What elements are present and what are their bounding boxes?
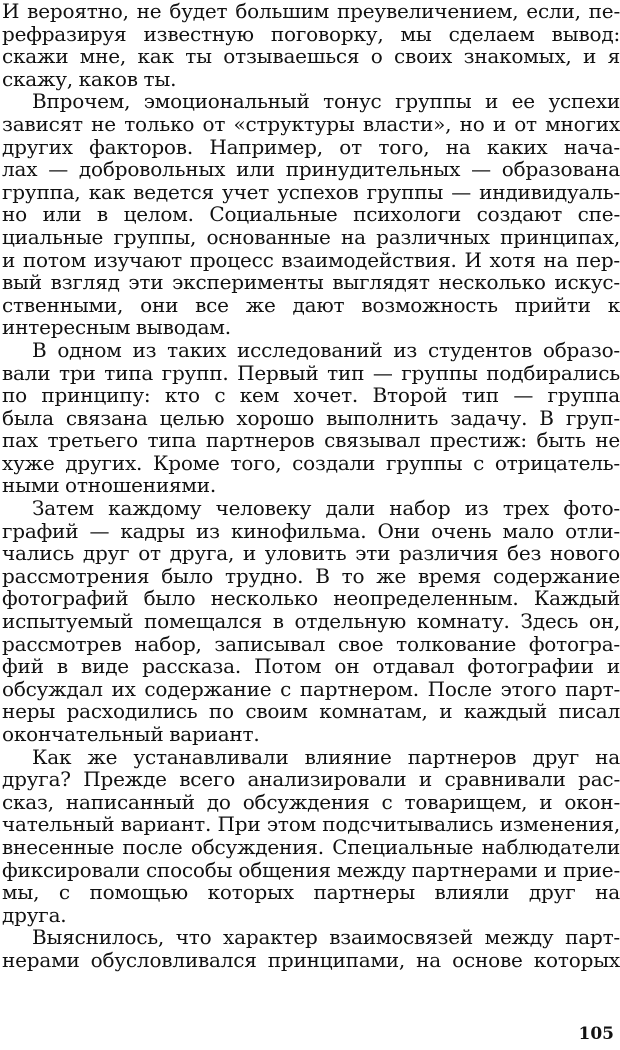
text-line: фотографий было несколько неопределенным. Каждый: [2, 586, 620, 611]
text-line: вали три типа групп. Первый тип — группы подбирались: [2, 360, 620, 385]
text-line: нерами обусловливался принципами, на основе которых: [2, 947, 620, 972]
text-line: Затем каждому человеку дали набор из трех фото-: [32, 496, 620, 521]
text-line: фиксировали способы общения между партнерами и прие-: [2, 857, 620, 882]
text-line: рефразируя известную поговорку, мы сделаем вывод:: [2, 21, 620, 46]
text-line: ственными, они все же дают возможность прийти к: [2, 292, 620, 317]
text-line: вый взгляд эти эксперименты выглядят несколько искус-: [2, 270, 620, 295]
text-line: хуже других. Кроме того, создали группы с отрицатель-: [2, 450, 620, 475]
text-line: обсуждал их содержание с партнером. После этого парт-: [2, 676, 620, 701]
text-line: ными отношениями.: [2, 473, 217, 498]
text-line: скажи мне, как ты отзываешься о своих знакомых, и я: [2, 44, 620, 69]
text-line: неры расходились по своим комнатам, и каждый писал: [2, 699, 620, 724]
text-line: циальные группы, основанные на различных принципах,: [2, 224, 620, 249]
text-line: Впрочем, эмоциональный тонус группы и ее успехи: [32, 89, 620, 114]
text-line: рассмотрев набор, записывал свое толкование фотогра-: [2, 631, 620, 656]
text-line: окончательный вариант.: [2, 722, 260, 746]
text-line: сказ, написанный до обсуждения с товарищем, и окон-: [2, 789, 620, 814]
text-line: лах — добровольных или принудительных — образована: [2, 157, 620, 182]
text-line: но или в целом. Социальные психологи создают спе-: [2, 202, 620, 227]
text-line: В одном из таких исследований из студентов образо-: [32, 337, 620, 362]
text-line: была связана целью хорошо выполнить задачу. В груп-: [2, 405, 620, 430]
text-line: испытуемый помещался в отдельную комнату. Здесь он,: [2, 609, 620, 634]
text-line: фий в виде рассказа. Потом он отдавал фотографии и: [2, 654, 620, 679]
text-line: графий — кадры из кинофильма. Они очень мало отли-: [2, 518, 620, 543]
text-line: пах третьего типа партнеров связывал престиж: быть не: [2, 428, 620, 453]
text-line: других факторов. Например, от того, на каких нача-: [2, 134, 620, 159]
body-text: [2, 0, 620, 972]
text-line: и потом изучают процесс взаимодействия. И хотя на пер-: [2, 247, 620, 272]
text-line: скажу, каков ты.: [2, 66, 177, 91]
text-line: зависят не только от «структуры власти», но и от многих: [2, 111, 620, 136]
text-line: И вероятно, не будет большим преувеличением, если, пе-: [2, 0, 620, 23]
text-line: чались друг от друга, и уловить эти различия без нового: [2, 541, 620, 566]
page-number: 105: [578, 1024, 614, 1044]
text-line: группа, как ведется учет успехов группы — индивидуаль-: [2, 179, 620, 204]
text-line: мы, с помощью которых партнеры влияли друг на: [2, 880, 620, 905]
text-line: Как же устанавливали влияние партнеров друг на: [32, 744, 620, 769]
text-line: внесенные после обсуждения. Специальные наблюдатели: [2, 834, 620, 859]
text-line: по принципу: кто с кем хочет. Второй тип — группа: [2, 383, 620, 408]
text-line: друга.: [2, 902, 67, 927]
text-line: чательный вариант. При этом подсчитывались изменения,: [2, 812, 620, 837]
text-line: интересным выводам.: [2, 315, 231, 340]
text-line: друга? Прежде всего анализировали и сравнивали рас-: [2, 767, 620, 792]
text-line: рассмотрения было трудно. В то же время содержание: [2, 563, 620, 588]
text-line: Выяснилось, что характер взаимосвязей между парт-: [32, 925, 620, 950]
